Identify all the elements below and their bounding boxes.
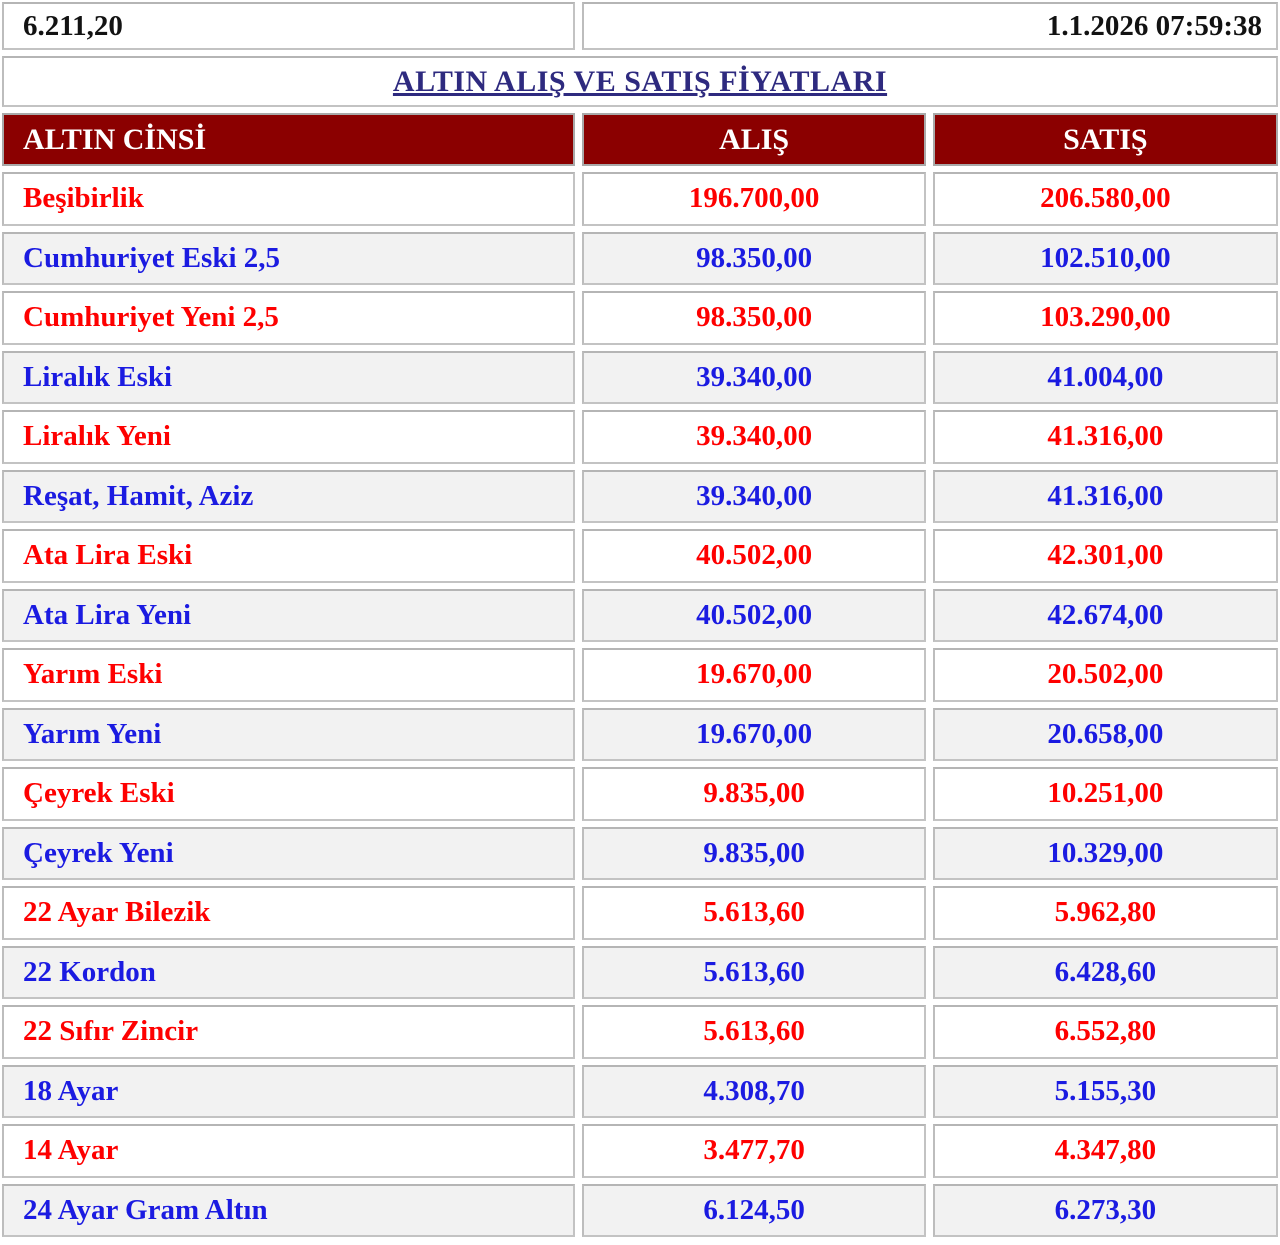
buy-price-cell: 39.340,00 bbox=[582, 410, 925, 464]
sell-price-cell: 10.329,00 bbox=[933, 827, 1278, 881]
buy-price-cell: 5.613,60 bbox=[582, 886, 925, 940]
sell-price-cell: 6.273,30 bbox=[933, 1184, 1278, 1238]
gold-type-cell: 14 Ayar bbox=[2, 1124, 575, 1178]
buy-price-cell: 4.308,70 bbox=[582, 1065, 925, 1119]
title-bar bbox=[2, 56, 1278, 107]
gold-type-cell: 22 Ayar Bilezik bbox=[2, 886, 575, 940]
sell-price-cell: 6.552,80 bbox=[933, 1005, 1278, 1059]
gold-type-cell: Ata Lira Yeni bbox=[2, 589, 575, 643]
column-header-sell: SATIŞ bbox=[933, 113, 1278, 166]
buy-price-cell: 5.613,60 bbox=[582, 1005, 925, 1059]
sell-price-cell: 4.347,80 bbox=[933, 1124, 1278, 1178]
sell-price-cell: 103.290,00 bbox=[933, 291, 1278, 345]
sell-price-cell: 20.502,00 bbox=[933, 648, 1278, 702]
buy-price-cell: 19.670,00 bbox=[582, 648, 925, 702]
buy-price-cell: 196.700,00 bbox=[582, 172, 925, 226]
buy-price-cell: 39.340,00 bbox=[582, 351, 925, 405]
column-header-gold-type: ALTIN CİNSİ bbox=[2, 113, 575, 166]
gold-type-cell: Cumhuriyet Eski 2,5 bbox=[2, 232, 575, 286]
gold-type-cell: Çeyrek Eski bbox=[2, 767, 575, 821]
buy-price-cell: 3.477,70 bbox=[582, 1124, 925, 1178]
buy-price-cell: 9.835,00 bbox=[582, 827, 925, 881]
gold-type-cell: Beşibirlik bbox=[2, 172, 575, 226]
gram-gold-value: 6.211,20 bbox=[2, 2, 575, 50]
gold-type-cell: Cumhuriyet Yeni 2,5 bbox=[2, 291, 575, 345]
buy-price-cell: 98.350,00 bbox=[582, 291, 925, 345]
gold-type-cell: Ata Lira Eski bbox=[2, 529, 575, 583]
buy-price-cell: 6.124,50 bbox=[582, 1184, 925, 1238]
sell-price-cell: 5.962,80 bbox=[933, 886, 1278, 940]
sell-price-cell: 42.674,00 bbox=[933, 589, 1278, 643]
sell-price-cell: 42.301,00 bbox=[933, 529, 1278, 583]
page-title-link[interactable]: ALTIN ALIŞ VE SATIŞ FİYATLARI bbox=[392, 64, 888, 98]
sell-price-cell: 41.316,00 bbox=[933, 410, 1278, 464]
sell-price-cell: 41.004,00 bbox=[933, 351, 1278, 405]
price-table bbox=[2, 2, 1278, 1237]
sell-price-cell: 41.316,00 bbox=[933, 470, 1278, 524]
datetime-label: 1.1.2026 07:59:38 bbox=[582, 2, 1278, 50]
sell-price-cell: 206.580,00 bbox=[933, 172, 1278, 226]
gold-type-cell: 22 Sıfır Zincir bbox=[2, 1005, 575, 1059]
buy-price-cell: 98.350,00 bbox=[582, 232, 925, 286]
gold-type-cell: Liralık Yeni bbox=[2, 410, 575, 464]
sell-price-cell: 6.428,60 bbox=[933, 946, 1278, 1000]
gold-type-cell: Yarım Eski bbox=[2, 648, 575, 702]
buy-price-cell: 40.502,00 bbox=[582, 529, 925, 583]
gold-type-cell: Liralık Eski bbox=[2, 351, 575, 405]
sell-price-cell: 5.155,30 bbox=[933, 1065, 1278, 1119]
buy-price-cell: 39.340,00 bbox=[582, 470, 925, 524]
gold-type-cell: Yarım Yeni bbox=[2, 708, 575, 762]
buy-price-cell: 40.502,00 bbox=[582, 589, 925, 643]
sell-price-cell: 10.251,00 bbox=[933, 767, 1278, 821]
column-header-buy: ALIŞ bbox=[582, 113, 925, 166]
gold-type-cell: Çeyrek Yeni bbox=[2, 827, 575, 881]
sell-price-cell: 20.658,00 bbox=[933, 708, 1278, 762]
gold-type-cell: 22 Kordon bbox=[2, 946, 575, 1000]
gold-type-cell: Reşat, Hamit, Aziz bbox=[2, 470, 575, 524]
gold-type-cell: 18 Ayar bbox=[2, 1065, 575, 1119]
buy-price-cell: 5.613,60 bbox=[582, 946, 925, 1000]
buy-price-cell: 19.670,00 bbox=[582, 708, 925, 762]
sell-price-cell: 102.510,00 bbox=[933, 232, 1278, 286]
gold-type-cell: 24 Ayar Gram Altın bbox=[2, 1184, 575, 1238]
buy-price-cell: 9.835,00 bbox=[582, 767, 925, 821]
